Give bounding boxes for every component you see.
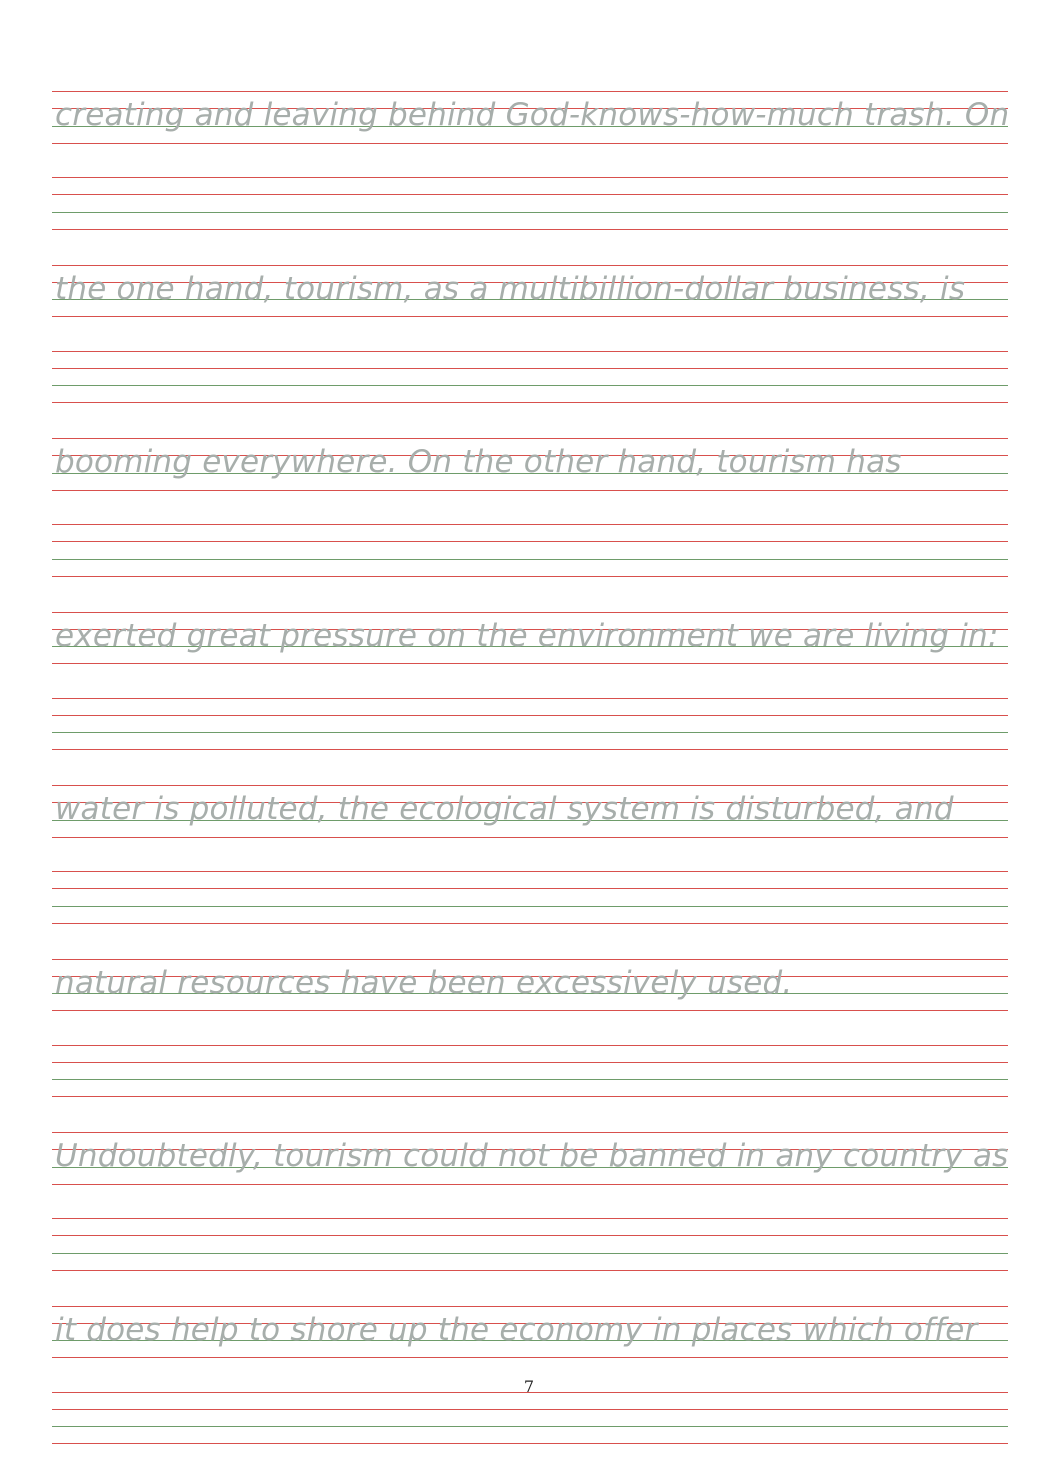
guide-rule [52, 368, 1008, 369]
guide-rule [52, 541, 1008, 542]
trace-sentence: the one hand, tourism, as a multibillion-dollar business, is [55, 270, 966, 307]
guide-rule [52, 1409, 1008, 1410]
guide-rule [52, 229, 1008, 230]
guide-rule [52, 143, 1008, 144]
guide-rule [52, 351, 1008, 352]
guide-rule [52, 402, 1008, 403]
baseline-rule [52, 1253, 1008, 1254]
guide-rule [52, 177, 1008, 178]
guide-rule [52, 1096, 1008, 1097]
trace-sentence: exerted great pressure on the environment we are living in: [55, 617, 999, 654]
guide-rule [52, 1010, 1008, 1011]
trace-sentence: Undoubtedly, tourism could not be banned in any country as [55, 1138, 1009, 1174]
guide-rule [52, 576, 1008, 577]
guide-rule [52, 1218, 1008, 1219]
guide-rule [52, 490, 1008, 491]
guide-rule [52, 524, 1008, 525]
page-number: 7 [523, 1377, 535, 1396]
trace-sentence: natural resources have been excessively used. [55, 964, 793, 1001]
guide-rule [52, 1306, 1008, 1307]
guide-rule [52, 698, 1008, 699]
guide-rule [52, 663, 1008, 664]
guide-rule [52, 785, 1008, 786]
guide-rule [52, 316, 1008, 317]
baseline-rule [52, 385, 1008, 386]
guide-rule [52, 265, 1008, 266]
guide-rule [52, 923, 1008, 924]
baseline-rule [52, 559, 1008, 560]
baseline-rule [52, 212, 1008, 213]
guide-rule [52, 1062, 1008, 1063]
baseline-rule [52, 1426, 1008, 1427]
guide-rule [52, 438, 1008, 439]
guide-rule [52, 1357, 1008, 1358]
guide-rule [52, 1184, 1008, 1185]
guide-rule [52, 1132, 1008, 1133]
guide-rule [52, 749, 1008, 750]
guide-rule [52, 837, 1008, 838]
guide-rule [52, 1045, 1008, 1046]
baseline-rule [52, 1079, 1008, 1080]
guide-rule [52, 1443, 1008, 1444]
trace-sentence: creating and leaving behind God-knows-how-much trash. On [55, 97, 1010, 133]
baseline-rule [52, 732, 1008, 733]
guide-rule [52, 715, 1008, 716]
guide-rule [52, 1270, 1008, 1271]
baseline-rule [52, 906, 1008, 907]
guide-rule [52, 871, 1008, 872]
trace-sentence: water is polluted, the ecological system is disturbed, and [55, 791, 954, 827]
guide-rule [52, 1235, 1008, 1236]
guide-rule [52, 194, 1008, 195]
trace-sentence: booming everywhere. On the other hand, tourism has [55, 444, 902, 480]
guide-rule [52, 959, 1008, 960]
trace-sentence: it does help to shore up the economy in places which offer [55, 1311, 978, 1348]
guide-rule [52, 91, 1008, 92]
guide-rule [52, 888, 1008, 889]
guide-rule [52, 612, 1008, 613]
